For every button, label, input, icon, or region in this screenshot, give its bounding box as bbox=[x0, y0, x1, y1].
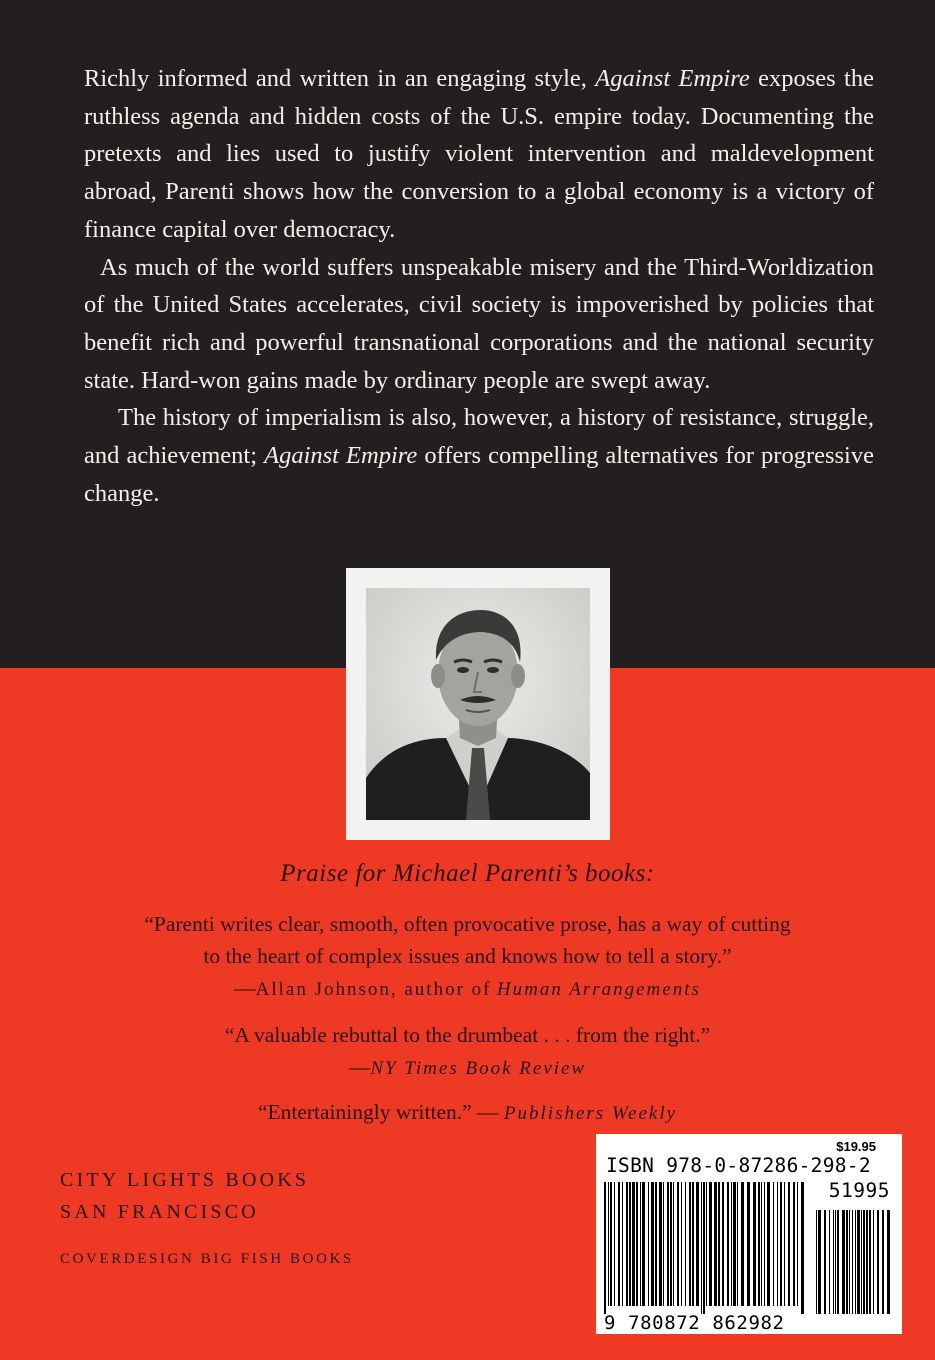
price-label: $19.95 bbox=[836, 1139, 876, 1154]
author-portrait-illustration bbox=[366, 588, 590, 820]
description-paragraph-2: As much of the world suffers unspeakable misery and the Third-Worldization of the United States accelerates, civil society is impoverished by policies that benefit rich and powerful transnational corporations and the national security state. Hard-won gains made by ordinary people are swept away. bbox=[84, 253, 874, 394]
description-paragraph-3: The history of imperialism is also, however, a history of resistance, struggle, and achievement; Against Empire offers compelling alternatives for progressive change. bbox=[84, 404, 874, 507]
book-title-italic: Against Empire bbox=[264, 442, 418, 470]
quote-2-attribution: —NY Times Book Review bbox=[348, 1055, 587, 1079]
book-description bbox=[84, 60, 874, 512]
author-photo bbox=[366, 588, 590, 820]
praise-heading: Praise for Michael Parenti’s books: bbox=[280, 860, 655, 887]
author-photo-frame bbox=[346, 568, 610, 840]
isbn-barcode-label bbox=[596, 1134, 902, 1334]
ean-barcode-bars bbox=[604, 1182, 894, 1314]
price-supplement-code: 51995 bbox=[828, 1179, 890, 1202]
praise-quote-3: “Entertainingly written.” — Publishers Weekly bbox=[257, 1100, 678, 1124]
book-title-italic: Against Empire bbox=[595, 65, 750, 92]
ean-digits: 9 780872 862982 bbox=[604, 1312, 785, 1334]
quote-3-attribution: Publishers Weekly bbox=[503, 1103, 678, 1124]
cover-design-credit: COVERDESIGN BIG FISH BOOKS bbox=[60, 1251, 354, 1267]
description-paragraph-1: Richly informed and written in an engaging style, Against Empire exposes the ruthless agenda and hidden costs of the U.S. empire today. Documenting the pretexts and lies used to justify violent intervention and maldevelopment abroad, Parenti shows how the conversion to a global economy is a victory of finance capital over democracy. bbox=[84, 65, 874, 243]
praise-quote-2: “A valuable rebuttal to the drumbeat . . . from the right.” —NY Times Book Review bbox=[0, 1019, 935, 1085]
isbn-text: ISBN 978-0-87286-298-2 bbox=[606, 1154, 871, 1177]
publisher-imprint: CITY LIGHTS BOOKS SAN FRANCISCO bbox=[60, 1169, 310, 1223]
quote-1-attribution: —Allan Johnson, author of Human Arrangements bbox=[234, 976, 701, 1000]
praise-quote-1: “Parenti writes clear, smooth, often provocative prose, has a way of cutting to the heart of complex issues and knows how to tell a story.” —Allan Johnson, author of Human Arrangements bbox=[0, 908, 935, 1006]
